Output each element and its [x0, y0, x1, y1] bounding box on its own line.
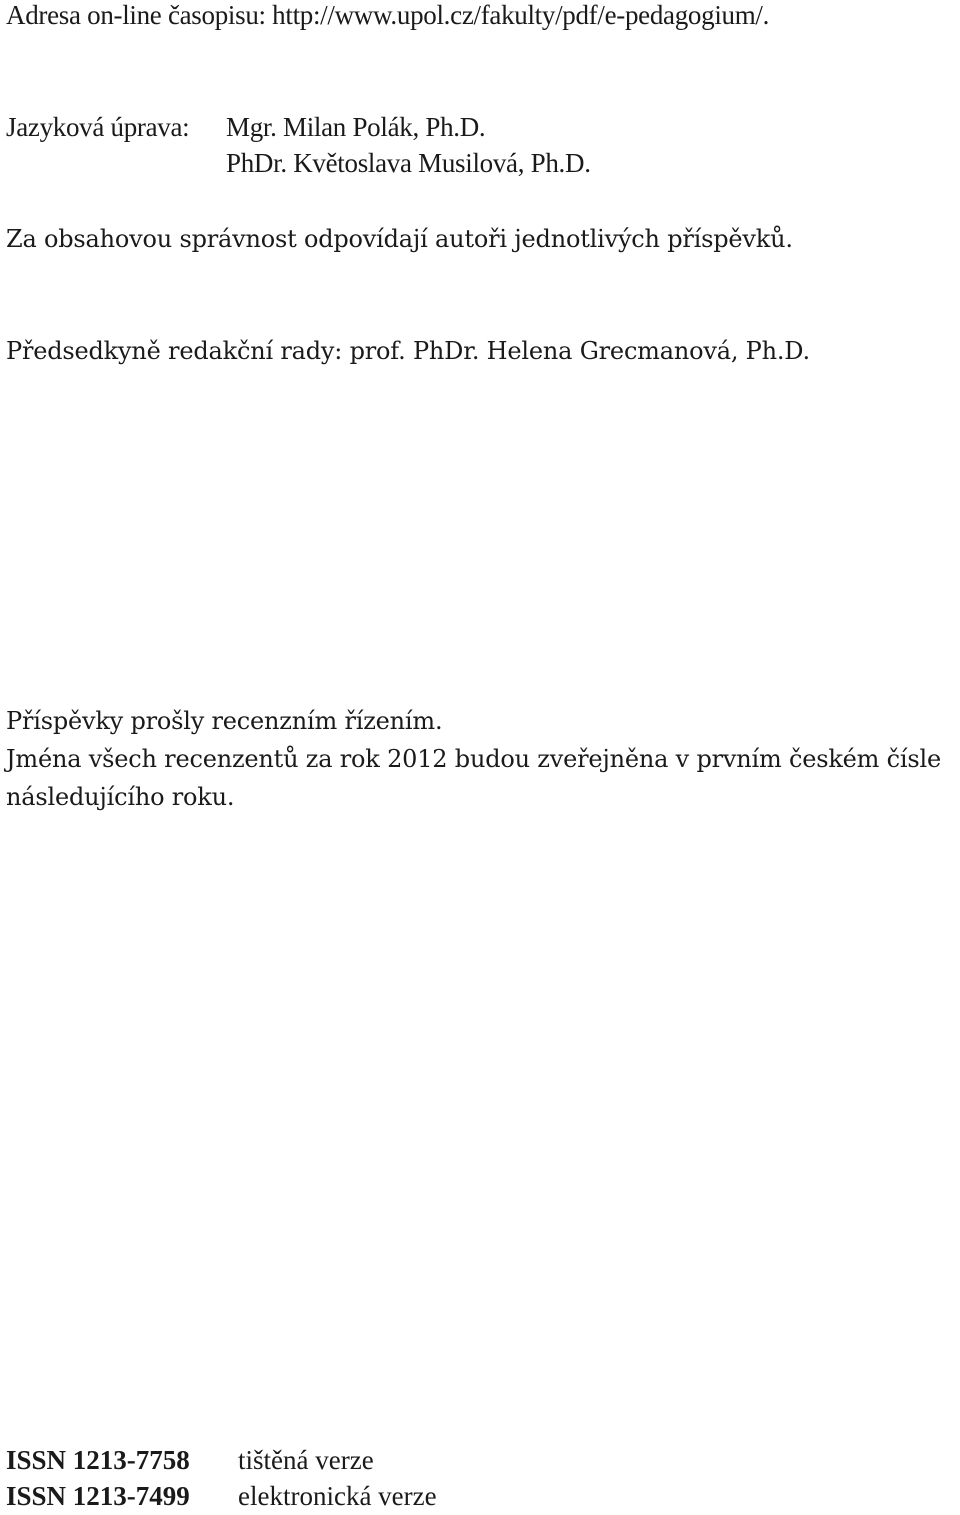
issn-electronic-number: ISSN 1213-7499 — [6, 1481, 190, 1511]
issn-print-label: tištěná verze — [238, 1445, 374, 1475]
language-editing-label: Jazyková úprava: — [6, 112, 190, 142]
editorial-board-chair: Předsedkyně redakční rady: prof. PhDr. Helena Grecmanová, Ph.D. — [6, 337, 810, 365]
issn-electronic-label: elektronická verze — [238, 1481, 437, 1511]
language-editor-2: PhDr. Květoslava Musilová, Ph.D. — [226, 148, 591, 178]
review-statement: Příspěvky prošly recenzním řízením. — [6, 707, 443, 735]
reviewers-notice-continued: následujícího roku. — [6, 783, 235, 811]
reviewers-notice: Jména všech recenzentů za rok 2012 budou zveřejněna v prvním českém čísle — [6, 745, 941, 773]
language-editor-1: Mgr. Milan Polák, Ph.D. — [226, 112, 486, 142]
issn-print-number: ISSN 1213-7758 — [6, 1445, 190, 1475]
content-disclaimer: Za obsahovou správnost odpovídají autoři jednotlivých příspěvků. — [6, 225, 793, 253]
online-address: Adresa on-line časopisu: http://www.upol.cz/fakulty/pdf/e-pedagogium/. — [6, 0, 770, 30]
